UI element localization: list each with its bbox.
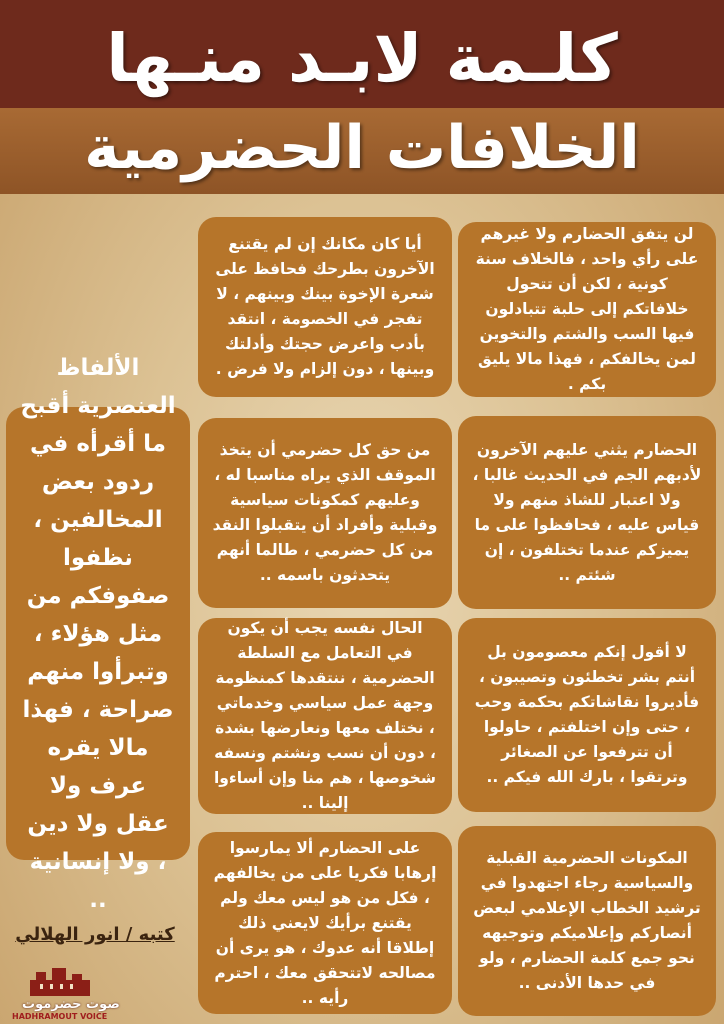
note-card-2: لن يتفق الحضارم ولا غيرهم على رأي واحد ، فالخلاف سنة كونية ، لكن أن تتحول خلافاتكم إلى حلبة تتبادلون فيها السب والشتم والتخوين لمن يخالفكم ، فهذا مالا يليق بكم . <box>458 222 716 397</box>
note-card-7: لا أقول إنكم معصومون بل أنتم بشر تخطئون وتصيبون ، فأديروا نقاشاتكم بحكمة وحب ، حتى وإن اختلفتم ، حاولوا أن تترفعوا عن الصغائر وترتقوا ، بارك الله فيكم .. <box>458 618 716 812</box>
logo-arabic-text: صوت حضرموت <box>22 997 120 1012</box>
note-card-1: أيا كان مكانك إن لم يقتنع الآخرون بطرحك فحافظ على شعرة الإخوة بينك وبينهم ، لا تفجر في الخصومة ، انتقد بأدب واعرض حجتك وأدلتك وبينها ، دون إلزام ولا فرض . <box>198 217 452 397</box>
note-card-9: المكونات الحضرمية القبلية والسياسية رجاء اجتهدوا في ترشيد الخطاب الإعلامي لبعض أنصاركم وإعلاميكم وتوجيهه نحو جمع كلمة الحضارم ، ولو في حدها الأدنى .. <box>458 826 716 1016</box>
page-subtitle: الخلافات الحضرمية <box>84 113 640 183</box>
note-card-8: على الحضارم ألا يمارسوا إرهابا فكريا على من يخالفهم ، فكل من هو ليس معك ولم يقتنع برأيك لايعني ذلك إطلاقا أنه عدوك ، هو يرى أن مصالحه لاتتحقق معك ، احترم رأيه .. <box>198 832 452 1014</box>
note-card-3: الألفاظ العنصرية أقبح ما أقرأه في ردود بعض المخالفين ، نظفوا صفوفكم من مثل هؤلاء ، وتبرأوا منهم صراحة ، فهذا مالا يقره عرف ولا عقل ولا دين ، ولا إنسانية .. <box>6 407 190 860</box>
author-credit: كتبه / انور الهلالي <box>15 924 175 945</box>
note-card-4: من حق كل حضرمي أن يتخذ الموقف الذي يراه مناسبا له ، وعليهم كمكونات سياسية وقبلية وأفراد أن يتقبلوا النقد من كل حضرمي ، طالما أنهم يتحدثون باسمه .. <box>198 418 452 608</box>
page-title: كلـمة لابـد منـها <box>106 20 618 97</box>
logo-english-text: HADHRAMOUT VOICE <box>12 1012 108 1021</box>
note-card-6: الحال نفسه يجب أن يكون في التعامل مع السلطة الحضرمية ، ننتقدها كمنظومة وجهة عمل سياسي وخدماتي ، نختلف معها ونعارضها بشدة ، دون أن نسب ونشتم ونسفه شخوصها ، هم منا وإن أساءوا إلينا .. <box>198 618 452 814</box>
note-card-5: الحضارم يثني عليهم الآخرون لأدبهم الجم في الحديث غالبا ، ولا اعتبار للشاذ منهم ولا قياس عليه ، فحافظوا على ما يميزكم عندما تختلفون ، إن شئتم .. <box>458 416 716 609</box>
